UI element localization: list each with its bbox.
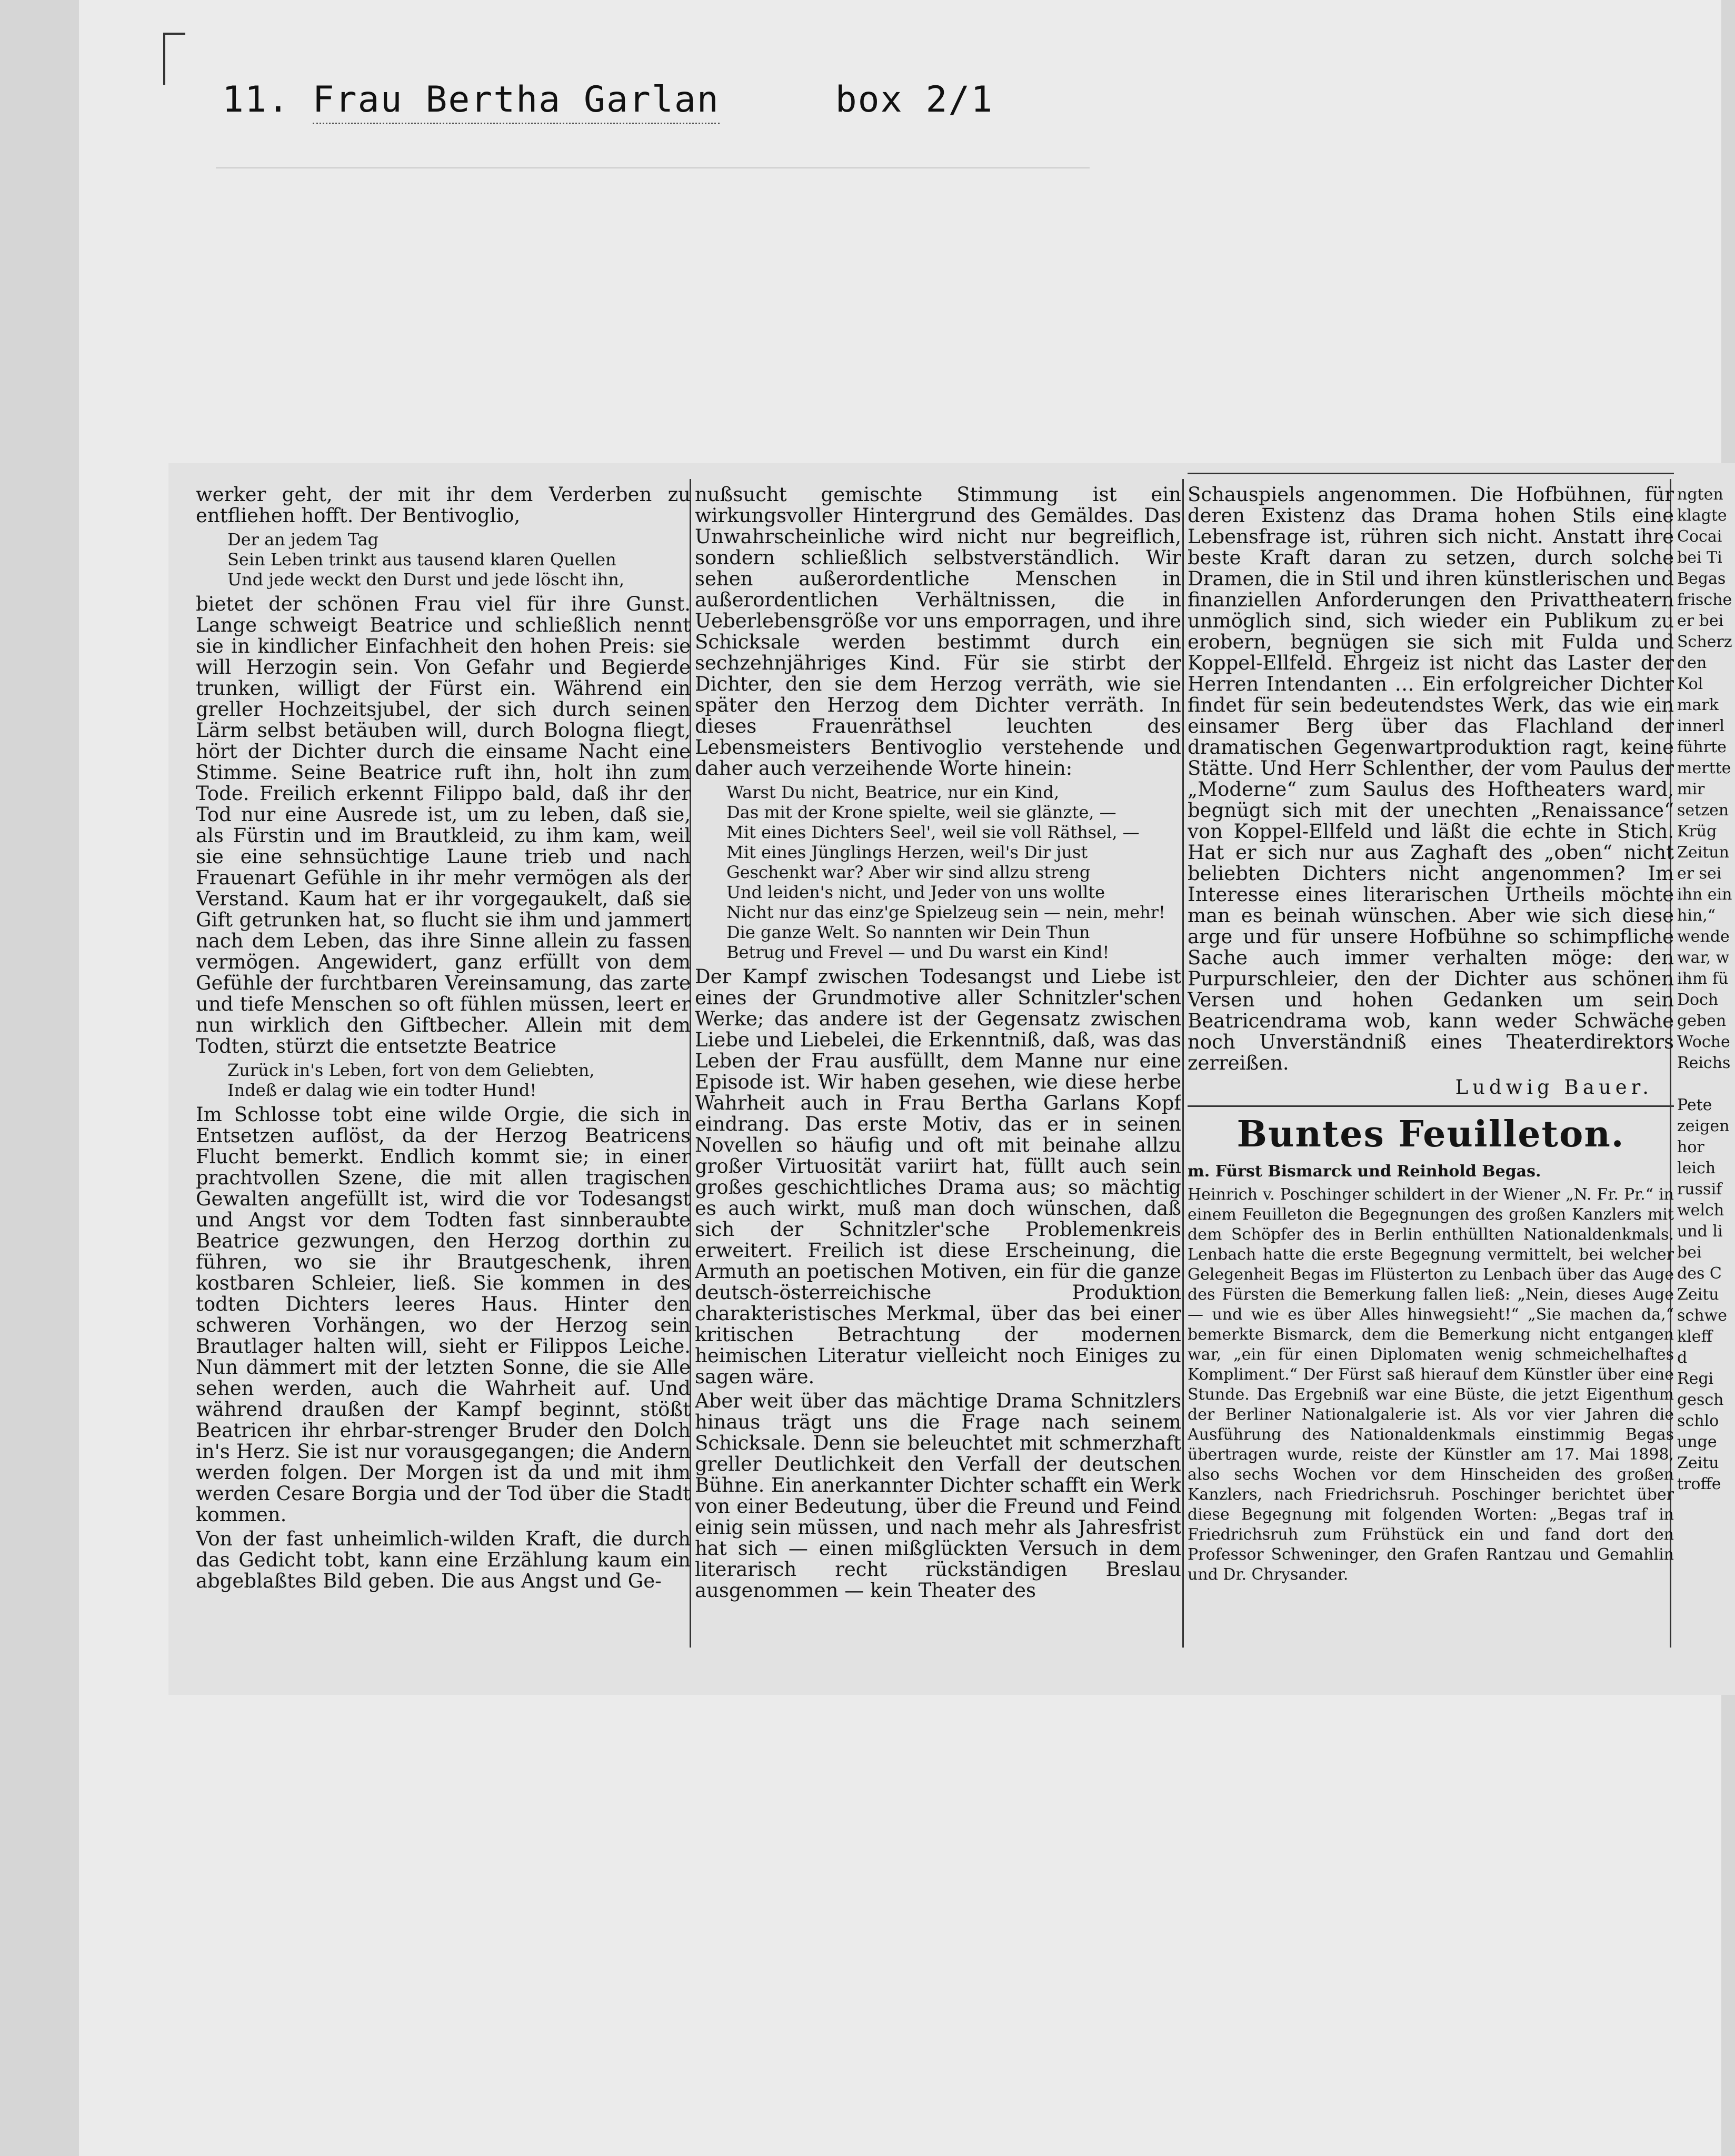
paragraph: bietet der schönen Frau viel für ihre Gunst. Lange schweigt Beatrice und schließlich nennt sie in kindlicher Einfachheit den hohen Preis: sie will Herzogin sein. Von Gefahr und Begierde trunken, willigt der Fürst ein. Während ein greller Hochzeitsjubel, der sich durch seinen Lärm selbst betäuben will, durch Bologna fliegt, hört der Dichter durch die einsame Nacht eine Stimme. Seine Beatrice ruft ihn, holt ihn zum Tode. Freilich erkennt Filippo bald, daß ihr der Tod nur eine Ausrede ist, um zu leben, daß sie, als Fürstin und im Brautkleid, zu ihm kam, weil sie eine sehnsüchtige Laune trieb und nach Frauenart Gefühle in ihr mehr vermögen als der Verstand. Kaum hat er ihr vorgegaukelt, daß sie Gift getrunken hat, so flucht sie ihm und jammert nach dem Leben, das ihre Sinne allein zu fassen vermögen. Angewidert, ganz erfüllt von dem Gefühle der furchtbaren Vereinsamung, das zarte und tiefe Menschen so oft fühlen müssen, leert er nun wirklich den Giftbecher. Allein mit dem Todten, stürzt die entsetzte Beatrice: [196, 593, 691, 1057]
edge-fragment-line: bei: [1677, 1243, 1702, 1262]
edge-fragment-line: war, w: [1677, 949, 1730, 967]
edge-fragment-line: setzen: [1677, 801, 1729, 820]
article-column-1: [196, 484, 691, 1663]
edge-fragment-line: leich: [1677, 1159, 1716, 1177]
author-signature: Ludwig Bauer.: [1455, 1076, 1653, 1099]
article-column-3: [1188, 484, 1674, 1663]
edge-fragment-line: [1677, 1074, 1735, 1095]
faint-rule: [216, 167, 1090, 168]
column-rule: [1182, 479, 1184, 1648]
feuilleton-heading: Buntes Feuilleton.: [1237, 1113, 1625, 1155]
edge-fragment-line: Woche: [1677, 1033, 1730, 1051]
edge-fragment-line: welch: [1677, 1201, 1724, 1220]
feuilleton-lead: m. Fürst Bismarck und Reinhold Begas.: [1188, 1162, 1541, 1181]
edge-fragment-line: russif: [1677, 1180, 1722, 1199]
edge-fragment-line: troffe: [1677, 1475, 1721, 1493]
edge-fragment-line: mark: [1677, 696, 1719, 714]
paragraph: Schauspiels angenommen. Die Hofbühnen, für deren Existenz das Drama hohen Stils eine Lebensfrage ist, rühren sich nicht. Anstatt ihre beste Kraft daran zu setzen, durch solche Dramen, die in Stil und ihren künstlerischen und finanziellen Anforderungen den Privattheatern unmöglich sind, sich wieder ein Publikum zu erobern, begnügen sie sich mit Fulda und Koppel-Ellfeld. Ehrgeiz ist nicht das Laster der Herren Intendanten … Ein erfolgreicher Dichter findet für sein bedeutendstes Werk, das wie ein einsamer Berg über das Flachland der dramatischen Gegenwartproduktion ragt, keine Stätte. Und Herr Schlenther, der vom Paulus der „Moderne“ zum Saulus des Hoftheaters ward, begnügt sich mit der unechten „Renaissance“ von Koppel-Ellfeld und läßt die echte in Stich. Hat er sich nur aus Zaghaft des „oben“ nicht beliebten Dichters nicht angenommen? Im Interesse eines literarischen Urtheils möchte man es beinah wünschen. Aber wie sich diese arge und für unsere Hofbühne so schimpfliche Sache auch immer verhalten möge: den Purpurschleier, den der Dichter aus schönen Versen und hohen Gedanken um sein Beatricendrama wob, kann weder Schwäche noch Unverständniß eines Theaterdirektors zerreißen.: [1188, 484, 1674, 1074]
edge-fragment-line: mir: [1677, 780, 1705, 798]
edge-fragment-line: unge: [1677, 1433, 1717, 1451]
box-number: box 2/1: [835, 79, 994, 121]
feuilleton-body: Heinrich v. Poschinger schildert in der Wiener „N. Fr. Pr.“ in einem Feuilleton die Begegnungen des großen Kanzlers mit dem Schöpfer des in Berlin enthüllten Nationaldenkmals. Lenbach hatte die erste Begegnung vermittelt, bei welcher Gelegenheit Begas im Flüsterton zu Lenbach über das Auge des Fürsten die Bemerkung fallen ließ: „Nein, dieses Auge — und wie es über Alles hinwegsieht!“ „Sie machen da,“ bemerkte Bismarck, dem die Bemerkung nicht entgangen war, „ein für einen Diplomaten wenig schmeichelhaftes Kompliment.“ Der Fürst saß hierauf dem Künstler über eine Stunde. Das Ergebniß war eine Büste, die jetzt Eigenthum der Berliner Nationalgalerie ist. Als vor vier Jahren die Ausführung des Nationaldenkmals einstimmig Begas übertragen wurde, reiste der Künstler am 17. Mai 1898, also sechs Wochen vor dem Hinscheiden des großen Kanzlers, nach Friedrichsruh. Poschinger berichtet über diese Begegnung mit folgenden Worten: „Begas traf in Friedrichsruh zum Frühstück ein und fand dort den Professor Schweninger, den Grafen Rantzau und Gemahlin und Dr. Chrysander.: [1188, 1185, 1674, 1584]
paragraph: Der Kampf zwischen Todesangst und Liebe ist eines der Grundmotive aller Schnitzler'schen Werke; das andere ist der Gegensatz zwischen Liebe und Liebelei, die Erkenntniß, daß, was das Leben der Frau ausfüllt, dem Manne nur eine Episode ist. Wir haben gesehen, wie diese herbe Wahrheit auch in Frau Bertha Garlans Kopf eindrang. Das erste Motiv, das er in seinen Novellen so häufig und oft mit beinahe allzu großer Virtuosität variirt hat, füllt auch sein großes geschichtliches Drama aus; so mächtig es auch wirkt, muß man doch wünschen, daß sich der Schnitzler'sche Problemenkreis erweitert. Freilich ist diese Erscheinung, die Armuth an poetischen Motiven, ein für die ganze deutsch-österreichische Produktion charakteristisches Merkmal, über das bei einer kritischen Betrachtung der modernen heimischen Literatur vielleicht noch Einiges zu sagen wäre.: [695, 965, 1181, 1388]
edge-fragment-line: Zeitu: [1677, 1454, 1719, 1472]
edge-fragment-line: bei Ti: [1677, 548, 1722, 567]
folder-label: [222, 79, 993, 121]
verse-quote: Warst Du nicht, Beatrice, nur ein Kind, Das mit der Krone spielte, weil sie glänzte, — Mit eines Dichters Seel', weil sie voll Räthsel, — Mit eines Jünglings Herzen, weil's Dir just Geschenkt war? Aber wir sind allzu streng Und leiden's nicht, und Jeder von uns wollte Nicht nur das einz'ge Spielzeug sein — nein, mehr! Die ganze Welt. So nannten wir Dein Thun Betrug und Frevel — und Du warst ein Kind!: [726, 782, 1165, 962]
edge-fragment-line: hor: [1677, 1138, 1704, 1156]
edge-fragment-line: wende: [1677, 927, 1730, 946]
edge-fragment-line: hin,“: [1677, 906, 1716, 925]
edge-fragment-line: Doch: [1677, 991, 1719, 1009]
corner-mark: [163, 33, 185, 85]
paragraph: Von der fast unheimlich-wilden Kraft, die durch das Gedicht tobt, kann eine Erzählung kaum ein abgeblaßtes Bild geben. Die aus Angst und Ge-: [196, 1528, 691, 1592]
edge-fragment-line: Cocai: [1677, 527, 1722, 546]
edge-fragment-line: Zeitun: [1677, 843, 1729, 862]
edge-fragment-line: frische: [1677, 591, 1732, 609]
edge-fragment-line: des C: [1677, 1264, 1722, 1283]
edge-fragment-line: mertte: [1677, 759, 1731, 777]
folder-title: Frau Bertha Garlan: [313, 79, 720, 124]
adjacent-column-fragment: [1677, 484, 1735, 1663]
edge-fragment-line: Scherz: [1677, 633, 1732, 651]
edge-fragment-line: Zeitu: [1677, 1285, 1719, 1304]
edge-fragment-line: ihn ein: [1677, 885, 1732, 904]
edge-fragment-line: führte: [1677, 738, 1727, 756]
folder-number: 11.: [222, 79, 290, 121]
edge-fragment-line: Krüg: [1677, 822, 1717, 841]
paragraph: Im Schlosse tobt eine wilde Orgie, die sich in Entsetzen auflöst, da der Herzog Beatricens Flucht bemerkt. Endlich kommt sie; in einer prachtvollen Szene, die mit allen tragischen Gewalten angefüllt ist, wird die vor Todesangst und Angst vor dem Todten fast sinnberaubte Beatrice gezwungen, den Herzog dorthin zu führen, wo sie ihr Brautgeschenk, ihren kostbaren Schleier, ließ. Sie kommen in des todten Dichters leeres Haus. Hinter den schweren Vorhängen, wo der Herzog sein Brautlager halten will, sieht er Filippos Leiche. Nun dämmert mit der letzten Sonne, die sie Alle sehen werden, auch die Wahrheit auf. Und während draußen der Kampf beginnt, stößt Beatricen ihr ehrbar-strenger Bruder den Dolch in's Herz. Sie ist nur vorausgegangen; die Andern werden folgen. Der Morgen ist da und mit ihm werden Cesare Borgia und der Tod über die Stadt kommen.: [196, 1103, 691, 1526]
edge-fragment-line: er sei: [1677, 864, 1722, 883]
edge-fragment-line: Reichs: [1677, 1054, 1731, 1072]
edge-fragment-line: schlo: [1677, 1412, 1719, 1430]
edge-fragment-line: ihm fü: [1677, 970, 1729, 988]
edge-fragment-line: er bei: [1677, 612, 1724, 630]
edge-fragment-line: innerl: [1677, 717, 1724, 735]
paragraph: Aber weit über das mächtige Drama Schnitzlers hinaus trägt uns die Frage nach seinem Schicksale. Denn sie beleuchtet mit schmerzhaft greller Deutlichkeit den Verfall der deutschen Bühne. Ein anerkannter Dichter schafft ein Werk von einer Bedeutung, über die Freund und Feind einig sein müssen, und nach mehr als Jahresfrist hat sich — einen mißglückten Versuch in dem literarisch recht rückständigen Breslau ausgenommen — kein Theater des: [695, 1390, 1181, 1602]
section-divider: [1188, 1105, 1674, 1107]
paragraph: werker geht, der mit ihr dem Verderben zu entfliehen hofft. Der Bentivoglio,: [196, 484, 691, 527]
edge-fragment-line: den Kol: [1677, 654, 1707, 693]
column-top-rule: [1188, 473, 1674, 474]
verse-quote: Zurück in's Leben, fort von dem Geliebten, Indeß er dalag wie ein todter Hund!: [227, 1060, 595, 1100]
edge-fragment-line: Begas: [1677, 570, 1726, 588]
edge-fragment-line: d: [1677, 1349, 1688, 1367]
edge-fragment-line: geben: [1677, 1012, 1727, 1030]
article-column-2: [695, 484, 1181, 1663]
edge-fragment-line: Regi: [1677, 1370, 1714, 1388]
edge-fragment-line: gesch: [1677, 1391, 1724, 1409]
edge-fragment-line: kleff: [1677, 1327, 1712, 1346]
paragraph: nußsucht gemischte Stimmung ist ein wirkungsvoller Hintergrund des Gemäldes. Das Unwahrscheinliche wird nicht nur begreiflich, sondern schließlich selbstverständlich. Wir sehen außerordentliche Menschen in außerordentlichen Verhältnissen, die in Ueberlebensgröße vor uns emporragen, und ihre Schicksale werden bestimmt durch ein sechzehnjähriges Kind. Für sie stirbt der Dichter, den sie dem Herzog verräth, wie sie später den Herzog dem Dichter verräth. In dieses Frauenräthsel leuchten des Lebensmeisters Bentivoglio verstehende und daher auch verzeihende Worte hinein:: [695, 484, 1181, 780]
edge-fragment-line: Pete: [1677, 1096, 1712, 1114]
edge-fragment-line: und li: [1677, 1222, 1723, 1241]
edge-fragment-line: schwe: [1677, 1306, 1727, 1325]
edge-fragment-line: ngten: [1677, 485, 1723, 504]
edge-fragment-line: zeigen: [1677, 1117, 1730, 1135]
verse-quote: Der an jedem Tag Sein Leben trinkt aus tausend klaren Quellen Und jede weckt den Durst und jede löscht ihn,: [227, 530, 625, 590]
newspaper-clipping: [168, 463, 1735, 1695]
edge-fragment-line: klagte: [1677, 506, 1727, 525]
